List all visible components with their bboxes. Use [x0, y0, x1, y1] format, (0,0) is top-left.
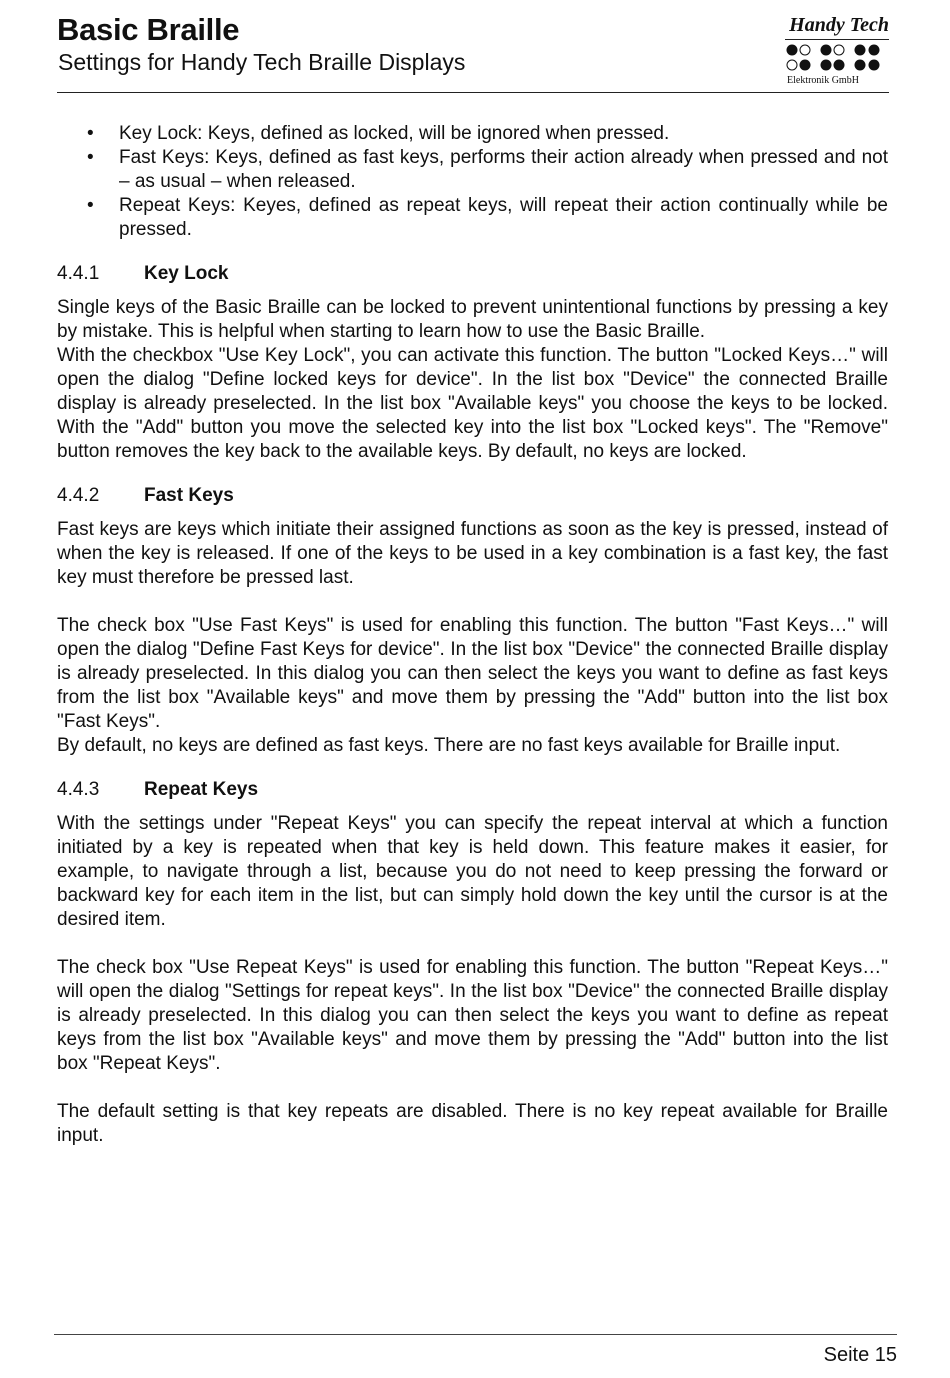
list-item-text: Repeat Keys: Keyes, defined as repeat keys, will repeat their action continually while be pressed.: [119, 195, 888, 240]
list-item-text: Key Lock: Keys, defined as locked, will be ignored when pressed.: [119, 123, 670, 144]
braille-dots-icon: [786, 43, 888, 73]
paragraph: Fast keys are keys which initiate their assigned functions as soon as the key is pressed, instead of when the key is released. If one of the keys to be used in a key combination is a fast key, the fast key must therefore be pressed last.: [57, 519, 888, 588]
paragraph: By default, no keys are defined as fast keys. There are no fast keys available for Braille input.: [57, 735, 841, 756]
feature-list: [57, 122, 888, 242]
section-number: 4.4.3: [57, 779, 100, 800]
section-heading-key-lock: [57, 262, 888, 286]
section-number: 4.4.1: [57, 263, 100, 284]
bullet-icon: •: [87, 195, 94, 216]
section-number: 4.4.2: [57, 485, 100, 506]
page-footer: [54, 1334, 897, 1366]
company-logo: [785, 14, 889, 88]
bullet-icon: •: [87, 123, 94, 144]
paragraph: The check box "Use Repeat Keys" is used for enabling this function. The button "Repeat Keys…" will open the dialog "Settings for repeat keys". In the list box "Device" the connected Braille display is already preselected. In this dialog you can then select the keys you want to define as repeat keys from the list box "Available keys" and move them by pressing the "Add" button into the list box "Repeat Keys".: [57, 957, 888, 1074]
page-header: [57, 12, 889, 93]
section-title: Key Lock: [144, 263, 229, 284]
section-title: Repeat Keys: [144, 779, 259, 800]
list-item: [57, 146, 888, 194]
page-number: Seite 15: [823, 1344, 897, 1366]
list-item-text: Fast Keys: Keys, defined as fast keys, performs their action already when pressed and not – as usual – when released.: [119, 147, 888, 192]
list-item: [57, 194, 888, 242]
paragraph: The default setting is that key repeats are disabled. There is no key repeat available for Braille input.: [57, 1101, 888, 1146]
logo-rule: [785, 39, 889, 40]
paragraph: With the settings under "Repeat Keys" you can specify the repeat interval at which a function initiated by a key is repeated when that key is held down. This feature makes it easier, for example, to navigate through a list, because you do not need to keep pressing the forward or backward key for each item in the list, but can simply hold down the key until the cursor is at the desired item.: [57, 813, 888, 930]
paragraph: With the checkbox "Use Key Lock", you can activate this function. The button "Locked Keys…" will open the dialog "Define locked keys for device". In the list box "Device" the connected Braille display is already preselected. In the list box "Available keys" you choose the keys to be locked. With the "Add" button you move the selected key into the list box "Locked keys". The "Remove" button removes the key back to the available keys. By default, no keys are locked.: [57, 345, 888, 462]
section-heading-fast-keys: [57, 484, 888, 508]
section-title: Fast Keys: [144, 485, 234, 506]
document-body: [57, 122, 888, 1148]
logo-subtitle: Elektronik GmbH: [787, 75, 859, 86]
document-subtitle: Settings for Handy Tech Braille Displays: [58, 49, 466, 75]
paragraph: Single keys of the Basic Braille can be locked to prevent unintentional functions by pressing a key by mistake. This is helpful when starting to learn how to use the Basic Braille.: [57, 297, 888, 342]
list-item: [57, 122, 888, 146]
paragraph: The check box "Use Fast Keys" is used for enabling this function. The button "Fast Keys…" will open the dialog "Define Fast Keys for device". In the list box "Device" the connected Braille display is already preselected. In this dialog you can then select the keys you want to define as fast keys from the list box "Available keys" and move them by pressing the "Add" button into the list box "Fast Keys".: [57, 615, 888, 732]
bullet-icon: •: [87, 147, 94, 168]
document-title: Basic Braille: [57, 12, 240, 47]
logo-name: Handy Tech: [789, 14, 889, 36]
section-heading-repeat-keys: [57, 778, 888, 802]
